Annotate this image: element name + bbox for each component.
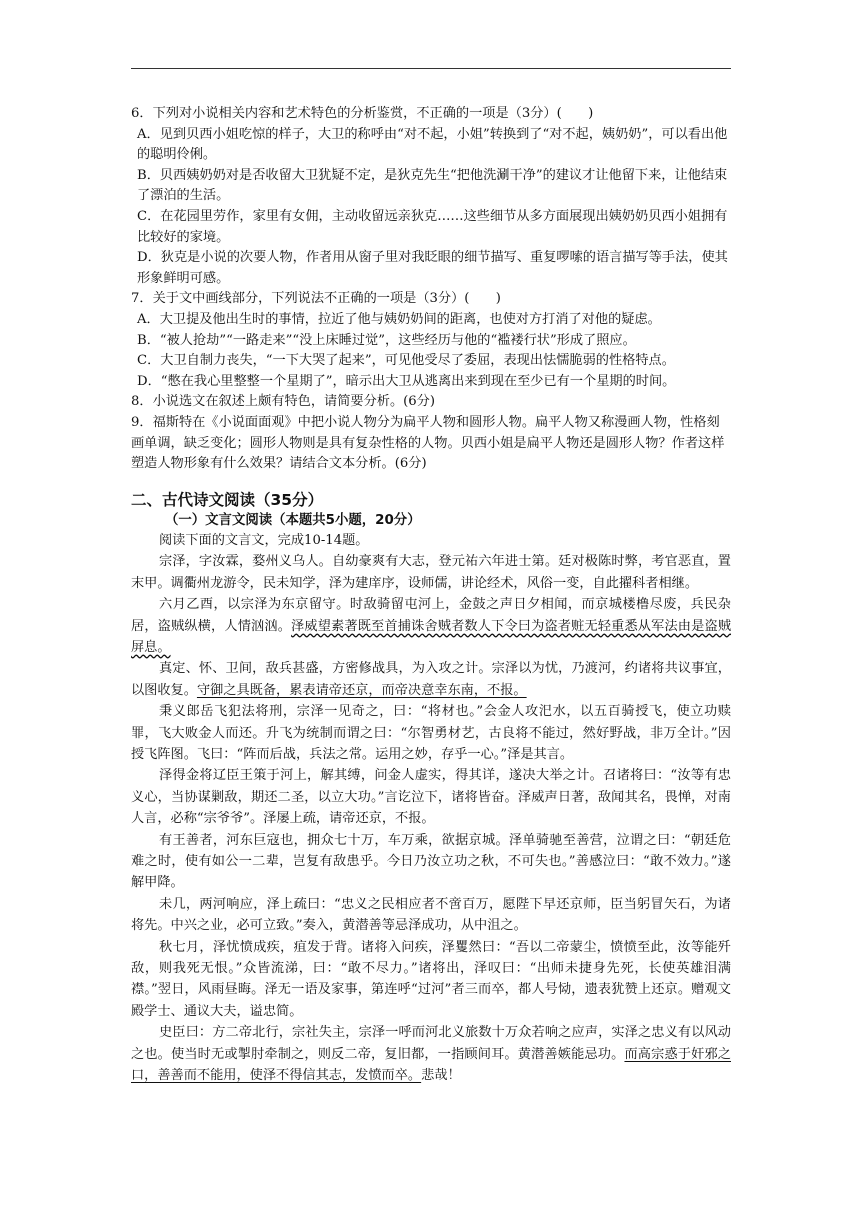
question-6-option-c: C．在花园里劳作，家里有女佣，主动收留远亲狄克……这些细节从多方面展现出姨奶奶贝西小姐拥有比较好的家境。 (137, 208, 728, 245)
section-2-instruction: 阅读下面的文言文，完成10-14题。 (159, 532, 369, 548)
underlined-sentence-1: 泽威望素著既至首捕诛舍贼者数人下令曰为盗者赃无轻重悉从军法由是盗贼屏息。 (131, 618, 732, 655)
passage-paragraph-6: 有王善者，河东巨寇也，拥众七十万，车万乘，欲据京城。泽单骑驰至善营，泣谓之曰：“朝廷危难之时，使有如公一二辈，岂复有敌患乎。今日乃汝立功之秋，不可失也。”善感泣曰：“敢不效力。”遂解甲降。 (131, 832, 731, 891)
passage-paragraph-3 (131, 658, 731, 701)
passage-paragraph-8: 秋七月，泽忧愤成疾，疽发于背。诸将入问疾，泽矍然曰：“吾以二帝蒙尘，愤愤至此，汝等能歼敌，则我死无恨。”众皆流涕，曰：“敢不尽力。”诸将出，泽叹曰：“出师未捷身先死，长使英雄泪满襟。”翌日，风雨昼晦。泽无一语及家事，第连呼“过河”者三而卒，都人号恸，遗表犹赞上还京。赠观文殿学士、通议大夫，谥忠简。 (131, 939, 731, 1019)
question-6-stem: 6．下列对小说相关内容和艺术特色的分析鉴赏，不正确的一项是（3分）( ) (131, 106, 594, 121)
passage-paragraph-4: 秉义郎岳飞犯法将刑，宗泽一见奇之，曰：“将材也。”会金人攻汜水，以五百骑授飞，使立功赎罪，飞大败金人而还。升飞为统制而谓之曰：“尔智勇材艺，古良将不能过，然好野战，非万全计。”因授飞阵图。飞曰：“阵而后战，兵法之常。运用之妙，存乎一心。”泽是其言。 (131, 704, 731, 762)
question-9: 9．福斯特在《小说面面观》中把小说人物分为扁平人物和圆形人物。扁平人物又称漫画人物，性格刻画单调，缺乏变化；圆形人物则是具有复杂性格的人物。贝西小姐是扁平人物还是圆形人物？作者这样塑造人物形象有什么效果？请结合文本分析。(6分) (131, 414, 725, 472)
question-6-option-d: D．狄克是小说的次要人物，作者用从窗子里对我眨眼的细节描写、重复啰嗦的语言描写等手法，使其形象鲜明可感。 (137, 250, 728, 286)
passage-paragraph-2-text: 六月乙酉，以宗泽为东京留守。时敌骑留屯河上，金鼓之声日夕相闻，而京城楼橹尽废，兵民杂居，盗贼纵横，人情汹汹。 (131, 597, 731, 634)
passage-paragraph-7: 未几，两河响应，泽上疏曰：“忠义之民相应者不啻百万，愿陛下早还京师，臣当躬冒矢石，为诸将先。中兴之业，必可立致。”奏入，黄潜善等忌泽成功，从中沮之。 (131, 896, 731, 934)
passage-paragraph-9-end: 悲哉！ (421, 1068, 461, 1084)
document-body (131, 104, 731, 1086)
passage-paragraph-2 (131, 594, 731, 658)
passage-paragraph-9 (131, 1022, 731, 1086)
question-8: 8．小说选文在叙述上颇有特色，请简要分析。(6分) (131, 394, 436, 410)
section-2-subtitle: （一）文言文阅读（本题共5小题，20分） (165, 512, 421, 528)
passage-paragraph-5: 泽得金将辽臣王策于河上，解其缚，问金人虚实，得其详，遂决大举之计。召诸将曰：“汝等有忠义心，当协谋剿敌，期还二圣，以立大功。”言讫泣下，诸将皆奋。泽威声日著，敌闻其名，畏惮，对南人言，必称“宗爷爷”。泽屡上疏，请帝还京，不报。 (131, 768, 731, 827)
passage-paragraph-9-text: 史臣曰：方二帝北行，宗社失主，宗泽一呼而河北义旅数十万众若响之应声，实泽之忠义有以风动之也。使当时无或掣肘牵制之，则反二帝，复旧都，一指顾间耳。黄潜善嫉能忌功。 (131, 1025, 731, 1062)
underlined-sentence-2: 守御之具既备，累表请帝还京，而帝决意幸东南，不报。 (196, 682, 527, 698)
question-6-option-b: B．贝西姨奶奶对是否收留大卫犹疑不定，是狄克先生“把他洗涮干净”的建议才让他留下来，让他结束了漂泊的生活。 (137, 167, 728, 204)
passage-paragraph-1: 宗泽，字汝霖，婺州义乌人。自幼豪爽有大志，登元祐六年进士第。廷对极陈时弊，考官恶直，置末甲。调衢州龙游令，民未知学，泽为建庠序，设师儒，讲论经术，风俗一变，自此擢科者相继。 (131, 554, 731, 591)
question-7-option-a: A．大卫提及他出生时的事情，拉近了他与姨奶奶间的距离，也使对方打消了对他的疑虑。 (137, 311, 661, 327)
header-rule (131, 68, 731, 69)
question-7-option-c: C．大卫自制力丧失，“一下大哭了起来”，可见他受尽了委屈，表现出怯懦脆弱的性格特点。 (137, 353, 675, 369)
question-7-option-b: B．“被人抢劫”“一路走来”“没上床睡过觉”，这些经历与他的“褴褛行状”形成了照应。 (137, 332, 636, 348)
passage-paragraph-3-text: 真定、怀、卫间，敌兵甚盛，方密修战具，为入攻之计。宗泽以为忧，乃渡河，约诸将共议事宜，以图收复。 (131, 661, 731, 698)
question-6-option-a: A．见到贝西小姐吃惊的样子，大卫的称呼由“对不起，小姐”转换到了“对不起，姨奶奶”，可以看出他的聪明伶俐。 (137, 126, 728, 163)
underlined-sentence-3: 而高宗惑于奸邪之口，善善而不能用，使泽不得信其志，发愤而卒。 (131, 1046, 731, 1084)
question-7-option-d: D．“憋在我心里整整一个星期了”，暗示出大卫从逃离出来到现在至少已有一个星期的时间。 (137, 373, 676, 389)
section-2-title: 二、古代诗文阅读（35分） (131, 490, 324, 509)
question-7-stem: 7．关于文中画线部分，下列说法不正确的一项是（3分）( ) (131, 291, 501, 307)
